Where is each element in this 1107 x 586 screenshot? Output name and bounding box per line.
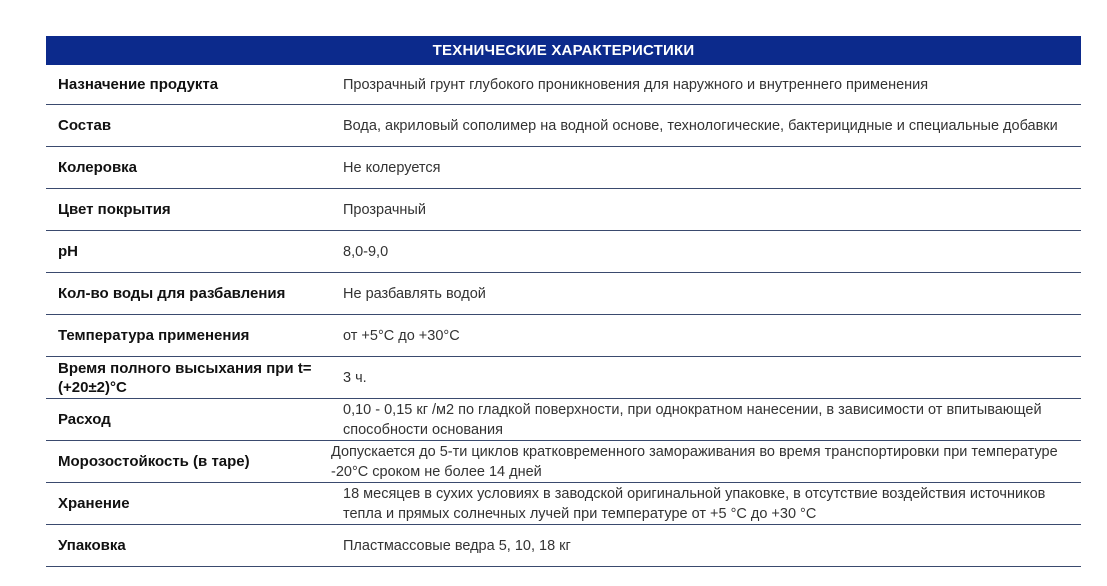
table-row <box>46 357 1081 399</box>
table-row <box>46 65 1081 105</box>
row-value: 0,10 - 0,15 кг /м2 по гладкой поверхности, при однократном нанесении, в зависимости от впитывающей способности основания <box>343 401 1042 438</box>
row-label: Расход <box>58 411 111 428</box>
table-row <box>46 189 1081 231</box>
row-value: Прозрачный <box>343 201 426 218</box>
spec-table <box>46 36 1081 567</box>
row-label: Колеровка <box>58 159 138 176</box>
row-label: Назначение продукта <box>58 76 219 93</box>
row-value: Допускается до 5-ти циклов кратковременного замораживания во время транспортировки при температуре -20°С сроком не более 14 дней <box>331 443 1058 480</box>
row-value: 18 месяцев в сухих условиях в заводской оригинальной упаковке, в отсутствие воздействия источников тепла и прямых солнечных лучей при температуре от +5 °С до +30 °С <box>343 485 1046 522</box>
table-row <box>46 441 1081 483</box>
row-value: 8,0-9,0 <box>343 243 389 260</box>
table-row <box>46 105 1081 147</box>
table-row <box>46 273 1081 315</box>
row-value: 3 ч. <box>343 369 367 386</box>
row-label: Морозостойкость (в таре) <box>58 453 250 470</box>
table-row <box>46 231 1081 273</box>
row-label: Кол-во воды для разбавления <box>58 285 286 302</box>
row-value: Вода, акриловый сополимер на водной основе, технологические, бактерицидные и специальные добавки <box>343 117 1058 134</box>
row-label: Состав <box>58 117 112 134</box>
row-label: Температура применения <box>58 327 250 344</box>
row-label: Время полного высыхания при t=(+20±2)°С <box>58 359 312 396</box>
table-header: ТЕХНИЧЕСКИЕ ХАРАКТЕРИСТИКИ <box>46 36 1081 65</box>
table-row <box>46 399 1081 441</box>
row-value: Пластмассовые ведра 5, 10, 18 кг <box>343 537 571 554</box>
row-value: Прозрачный грунт глубокого проникновения для наружного и внутреннего применения <box>343 76 929 93</box>
row-value: Не разбавлять водой <box>343 285 486 302</box>
row-value: от +5°С до +30°С <box>343 327 460 344</box>
table-row <box>46 525 1081 567</box>
table-row <box>46 147 1081 189</box>
row-label: Цвет покрытия <box>58 201 171 218</box>
table-row <box>46 483 1081 525</box>
row-label: Хранение <box>58 495 130 512</box>
row-label: Упаковка <box>58 537 126 554</box>
row-value: Не колеруется <box>343 159 441 176</box>
row-label: pH <box>58 243 78 260</box>
table-row <box>46 315 1081 357</box>
